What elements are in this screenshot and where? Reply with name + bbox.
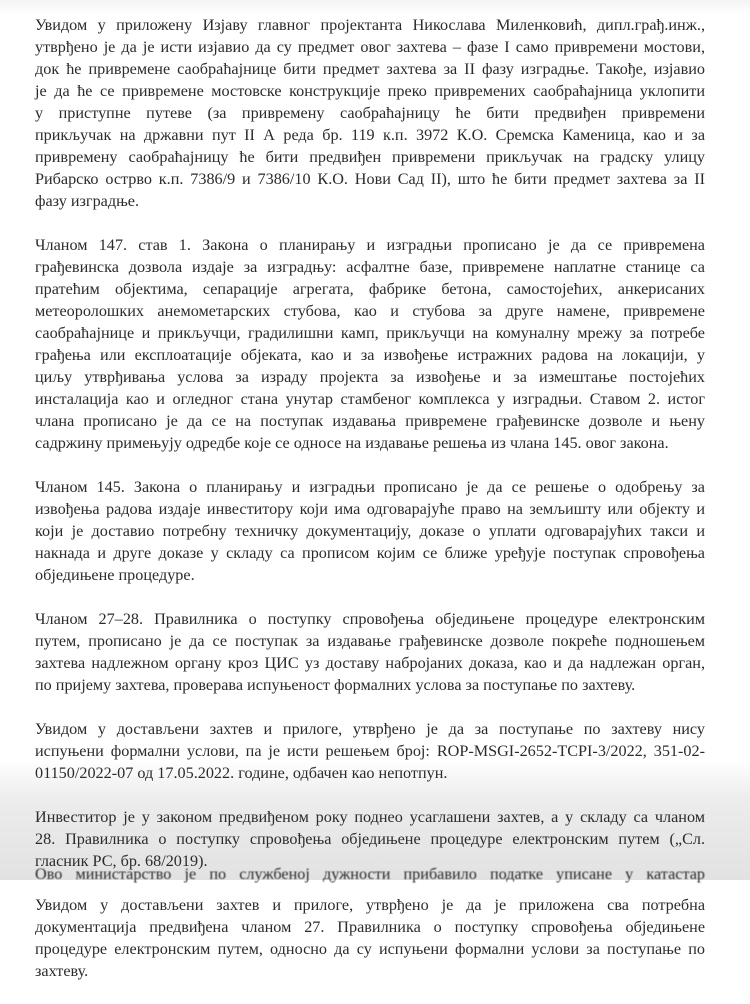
text-line: путем, прописано је да се поступак за издавање грађевинске дозволе покреће подношењем [35, 632, 705, 650]
text-line: док ће привремене саобраћајнице бити предмет захтева за II фазу изградње. Такође, изјавио [35, 60, 705, 78]
document-body [35, 14, 705, 1004]
text-line: који је доставио потребну техничку документацију, доказе о уплати одговарајућих такси и [35, 522, 705, 540]
text-line: 28. Правилника о поступку спровођења обједињене процедуре електронским путем („Сл. [35, 830, 705, 848]
text-line: прикључак на државни пут II А реда бр. 119 к.п. 3972 К.О. Сремска Каменица, као и за [35, 126, 705, 144]
text-line: у приступне путеве (за привремену саобраћајницу ће бити предвиђен привремени [35, 104, 705, 122]
text-line: утврђено је да је исти изјавио да су предмет овог захтева – фазе I само привремени мостови, [35, 38, 705, 56]
text-line: метеоролошких анемометарских стубова, као и стубова за друге намене, привремене [35, 302, 705, 320]
text-line: грађевинска дозвола издаје за изградњу: асфалтне базе, привремене наплатне станице са [35, 258, 705, 276]
text-line: документација предвиђена чланом 27. Правилника о поступку спровођења обједињене [35, 918, 705, 936]
text-line: обједињене процедуре. [35, 566, 195, 584]
text-line: фазу изградње. [35, 192, 140, 210]
text-line: саобраћајнице и прикључци, градилишни камп, прикључци на комуналну мрежу за потребе [35, 324, 705, 342]
paragraph [35, 718, 705, 784]
text-line: пратећим објектима, сепарације агрегата, фабрике бетона, самостојећих, анкерисаних [35, 280, 705, 298]
text-line: 01150/2022-07 од 17.05.2022. године, одбачен као непотпун. [35, 764, 448, 782]
text-line: члана прописано је да се на поступак издавања привремене грађевинске дозволе и њену [35, 412, 705, 430]
text-line: накнада и друге доказе у складу са прописом којим се ближе уређује поступак спровођења [35, 544, 705, 562]
text-line: Увидом у приложену Изјаву главног пројектанта Никослава Миленковић, дипл.грађ.инж., [35, 16, 705, 34]
text-line: садржину примењују одредбе које се односе на издавање решења из члана 145. овог закона. [35, 434, 669, 452]
text-line: Увидом у достављени захтев и прилоге, утврђено је да за поступање по захтеву нису [35, 720, 705, 738]
paragraph [35, 894, 705, 982]
text-line: Инвеститор је у законом предвиђеном року поднео усаглашени захтев, а у складу са чланом [35, 808, 705, 826]
paragraph [35, 608, 705, 696]
text-line: Чланом 147. став 1. Закона о планирању и изградњи прописано је да се привремена [35, 236, 705, 254]
text-line: гласник РС, бр. 68/2019). [35, 852, 208, 870]
text-line: Чланом 27–28. Правилника о поступку спровођења обједињене процедуре електронским [35, 610, 705, 628]
text-line: испуњени формални услови, па је исти решењем број: ROP-MSGI-2652-TCPI-3/2022, 351-02- [35, 742, 705, 760]
paragraph [35, 234, 705, 454]
paragraph [35, 476, 705, 586]
text-line: Увидом у достављени захтев и прилоге, утврђено је да је приложена сва потребна [35, 896, 705, 914]
text-line: захтеву. [35, 962, 89, 980]
text-line: извођења радова издаје инвеститору који има одговарајуће право на земљишту или објекту и [35, 500, 705, 518]
text-line: привремену саобраћајницу ће бити предвиђен привремени прикључак на градску улицу [35, 148, 705, 166]
text-line: захтева надлежном органу кроз ЦИС уз доставу набројаних доказа, као и да надлежан орган, [35, 654, 705, 672]
text-line: циљу утврђивања услова за израду пројекта за извођење и за измештање постојећих [35, 368, 705, 386]
text-line: по пријему захтева, проверава испуњеност формалних услова за поступање по захтеву. [35, 676, 636, 694]
partial-paragraph-line: Ово министарство је по службеној дужности прибавило податке уписане у катастар [35, 865, 705, 883]
text-line: Рибарско острво к.п. 7386/9 и 7386/10 К.О. Нови Сад II), што ће бити предмет захтева за II [35, 170, 705, 188]
text-line: грађења или експлоатације објеката, као и за извођење истражних радова на локацији, у [35, 346, 705, 364]
text-line: је да ће се привремене мостовске конструкције преко привремених саобраћајница уклопити [35, 82, 705, 100]
paragraph [35, 14, 705, 212]
text-line: инсталација као и огледног стана унутар стамбеног комплекса у изградњи. Ставом 2. истог [35, 390, 705, 408]
text-line: Чланом 145. Закона о планирању и изградњи прописано је да се решење о одобрењу за [35, 478, 705, 496]
text-line: процедуре електронским путем, односно да су испуњени формални услови за поступање по [35, 940, 705, 958]
